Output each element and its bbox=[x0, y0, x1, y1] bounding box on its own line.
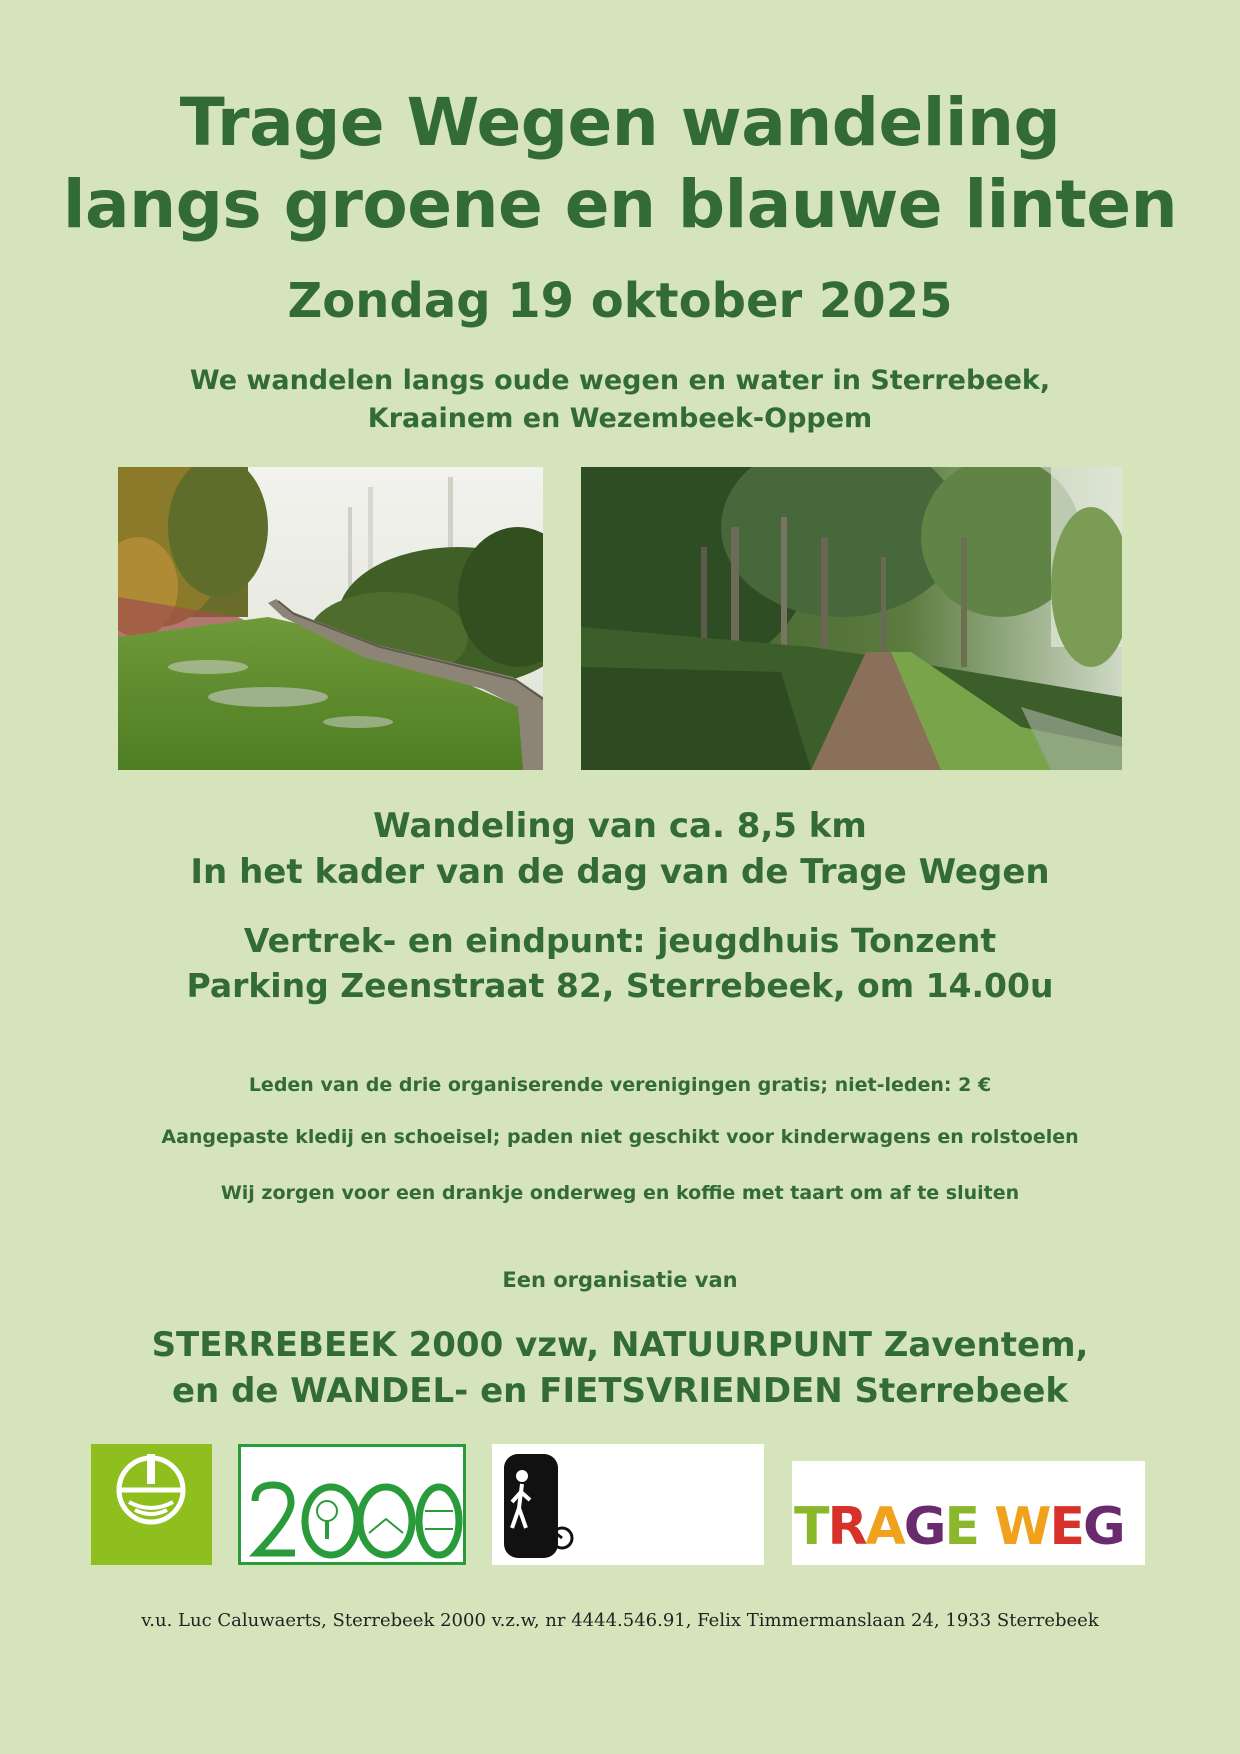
sterrebeek-2000-logo bbox=[238, 1444, 466, 1565]
event-date: Zondag 19 oktober 2025 bbox=[287, 273, 953, 329]
walk-info bbox=[0, 803, 1240, 895]
sterrebeek-2000-emblem-icon bbox=[241, 1481, 463, 1563]
start-point-line-1: Vertrek- en eindpunt: jeugdhuis Tonzent bbox=[243, 921, 997, 960]
intro-line-1: We wandelen langs oude wegen en water in Sterrebeek, bbox=[189, 365, 1051, 396]
organisers bbox=[0, 1322, 1240, 1414]
natuurpunt-logo bbox=[91, 1444, 212, 1565]
dag-van-de-trage-weg-logo bbox=[792, 1461, 1145, 1565]
forest-path-photo bbox=[581, 467, 1122, 770]
note-price: Leden van de drie organiserende verenigingen gratis; niet-leden: 2 € bbox=[248, 1074, 992, 1096]
natuurpunt-emblem-icon bbox=[91, 1444, 212, 1536]
walker-cyclist-icon bbox=[492, 1444, 592, 1565]
note-clothing: Aangepaste kledij en schoeisel; paden niet geschikt voor kinderwagens en rolstoelen bbox=[161, 1126, 1079, 1148]
organisation-label: Een organisatie van bbox=[502, 1268, 738, 1292]
walk-distance: Wandeling van ca. 8,5 km bbox=[373, 806, 867, 846]
footer-publisher: v.u. Luc Caluwaerts, Sterrebeek 2000 v.z.w, nr 4444.546.91, Felix Timmermanslaan 24, 1933 Sterrebeek bbox=[141, 1610, 1099, 1631]
intro-text bbox=[0, 362, 1240, 438]
start-point-line-2: Parking Zeenstraat 82, Sterrebeek, om 14.00u bbox=[186, 966, 1054, 1005]
poster-title bbox=[0, 82, 1240, 246]
start-point-info bbox=[0, 918, 1240, 1008]
walk-context: In het kader van de dag van de Trage Wegen bbox=[190, 852, 1050, 892]
wafis-logo bbox=[492, 1444, 764, 1565]
boardwalk-photo bbox=[118, 467, 543, 770]
title-line-1: Trage Wegen wandeling bbox=[179, 84, 1061, 161]
trage-logo-line-2: TRAGE WEG bbox=[794, 1497, 1124, 1557]
intro-line-2: Kraainem en Wezembeek-Oppem bbox=[367, 403, 873, 434]
organisers-line-1: STERREBEEK 2000 vzw, NATUURPUNT Zaventem, bbox=[151, 1325, 1089, 1365]
note-refreshments: Wij zorgen voor een drankje onderweg en koffie met taart om af te sluiten bbox=[220, 1182, 1020, 1204]
title-line-2: langs groene en blauwe linten bbox=[62, 166, 1178, 243]
organisers-line-2: en de WANDEL- en FIETSVRIENDEN Sterrebeek bbox=[171, 1371, 1069, 1411]
